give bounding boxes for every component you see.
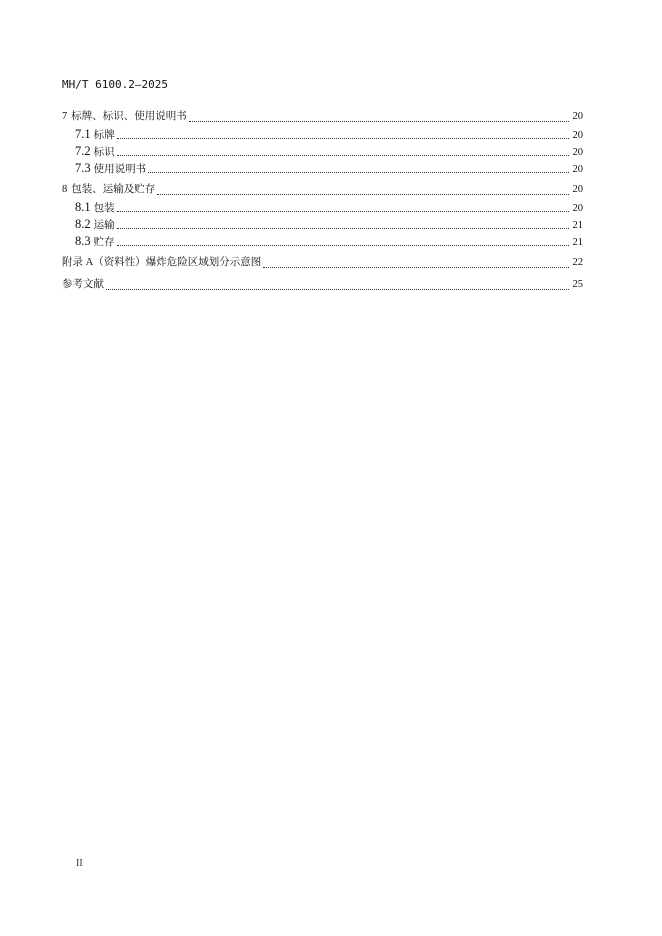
toc-entry-7-3[interactable]: [62, 160, 583, 176]
toc-entry-number: 8.3: [75, 234, 91, 248]
toc-entry-8[interactable]: [62, 182, 583, 198]
toc-entry-page: 20: [572, 184, 583, 195]
toc-entry-title: 包装、运输及贮存: [71, 184, 156, 195]
toc-entry-title: 包装: [93, 203, 115, 214]
page-number: II: [76, 858, 83, 869]
toc-entry-appendix-a[interactable]: [62, 255, 583, 271]
toc-entry-number: 7.3: [75, 161, 91, 175]
toc-entry-7[interactable]: [62, 109, 583, 125]
toc-entry-7-2[interactable]: [62, 143, 583, 159]
toc-entry-page: 21: [572, 237, 583, 248]
toc-leader-dots: [189, 120, 569, 122]
toc-leader-dots: [117, 210, 569, 212]
toc-entry-references[interactable]: [62, 277, 583, 293]
toc-entry-title: 标识: [93, 147, 115, 158]
toc-entry-number: 7: [62, 111, 68, 122]
toc-leader-dots: [117, 244, 569, 246]
toc-entry-title: 贮存: [93, 237, 115, 248]
toc-leader-dots: [148, 171, 569, 173]
toc-entry-title: 使用说明书: [93, 164, 147, 175]
toc-entry-title: 标牌: [93, 130, 115, 141]
toc-entry-title: 标牌、标识、使用说明书: [71, 111, 187, 122]
toc-entry-7-1[interactable]: [62, 126, 583, 142]
toc-entry-page: 22: [572, 257, 583, 268]
toc-entry-8-3[interactable]: [62, 233, 583, 249]
toc-entry-number: 8.2: [75, 217, 91, 231]
toc-entry-number: 7.2: [75, 144, 91, 158]
toc-entry-number: 8: [62, 184, 68, 195]
toc-leader-dots: [117, 154, 569, 156]
toc-entry-page: 25: [572, 279, 583, 290]
toc-entry-page: 20: [572, 130, 583, 141]
toc-entry-page: 20: [572, 203, 583, 214]
toc-entry-8-1[interactable]: [62, 199, 583, 215]
toc-entry-page: 20: [572, 164, 583, 175]
toc-entry-page: 20: [572, 147, 583, 158]
toc-leader-dots: [157, 193, 569, 195]
document-code-header: MH/T 6100.2—2025: [62, 78, 168, 91]
toc-entry-title: 参考文献: [62, 279, 104, 290]
toc-entry-number: 7.1: [75, 127, 91, 141]
toc-entry-8-2[interactable]: [62, 216, 583, 232]
toc-entry-number: 8.1: [75, 200, 91, 214]
toc-entry-page: 21: [572, 220, 583, 231]
toc-leader-dots: [106, 288, 569, 290]
toc-leader-dots: [117, 227, 569, 229]
toc-leader-dots: [263, 266, 569, 268]
toc-entry-title: 附录 A（资料性）爆炸危险区域划分示意图: [62, 257, 262, 268]
toc-entry-page: 20: [572, 111, 583, 122]
toc-entry-title: 运输: [93, 220, 115, 231]
toc-leader-dots: [117, 137, 569, 139]
